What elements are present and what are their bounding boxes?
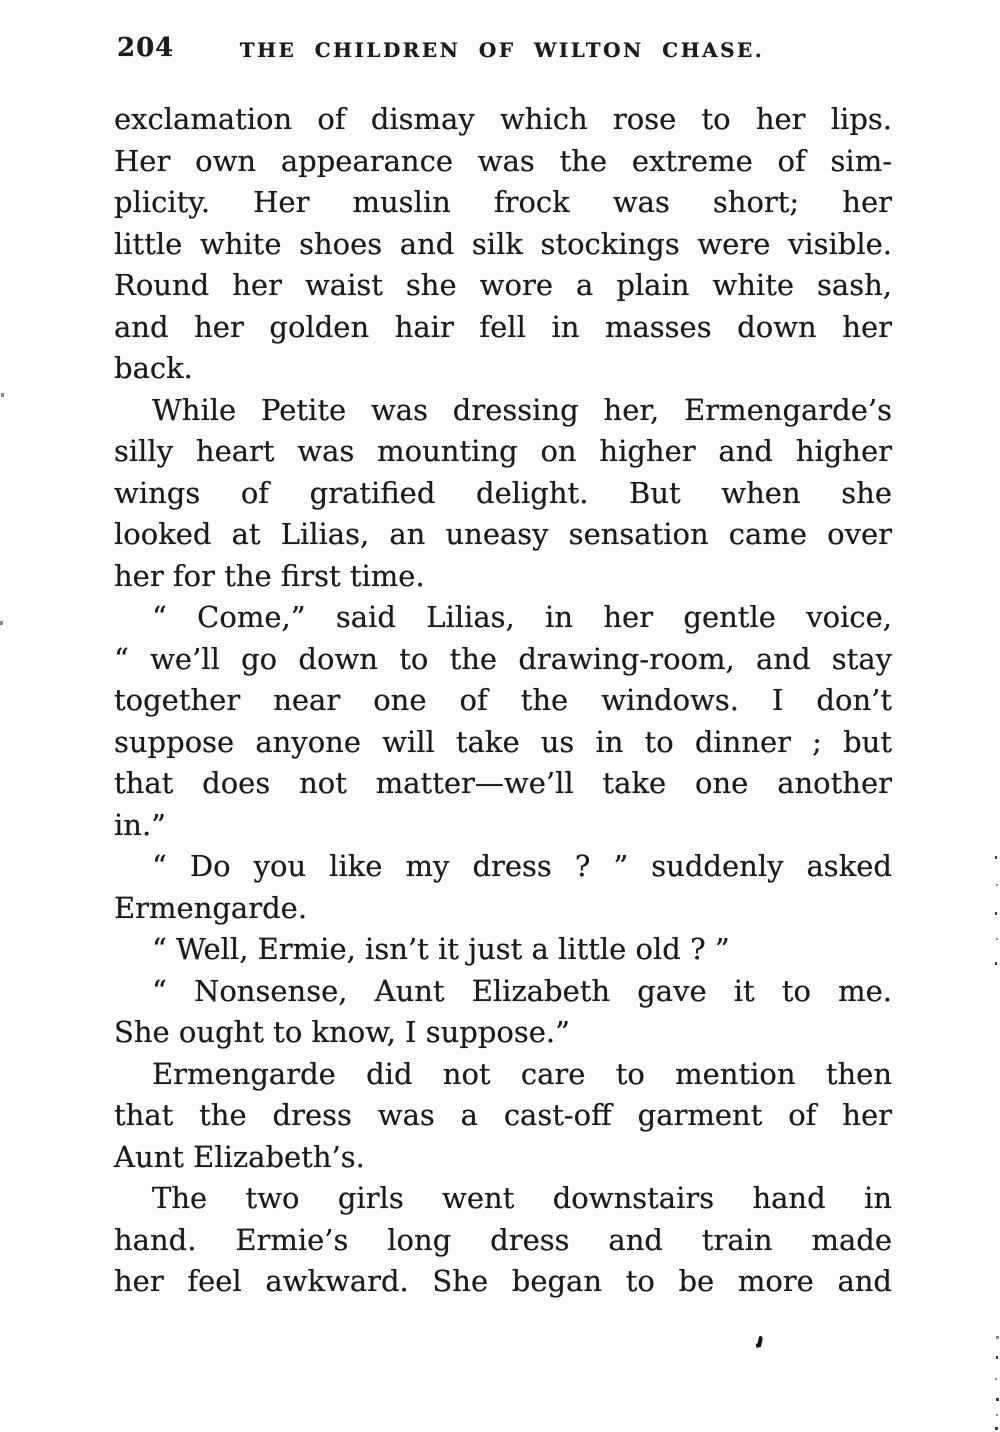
text-line: “ Come,” said Lilias, in her gentle voice, (152, 600, 892, 634)
text-line: her for the first time. (114, 558, 425, 593)
text-line: in.” (114, 807, 166, 842)
ink-speck (0, 621, 3, 625)
ink-speck (995, 962, 997, 965)
text-line: Ermengarde. (114, 890, 308, 925)
text-line: “ we’ll go down to the drawing-room, and stay (114, 641, 892, 676)
text-line: Her own appearance was the extreme of sim- (114, 143, 892, 178)
text-line: plicity. Her muslin frock was short; her (114, 185, 892, 219)
text-line: looked at Lilias, an uneasy sensation came over (114, 517, 892, 551)
ink-speck (995, 912, 997, 915)
text-line: While Petite was dressing her, Ermengarde’s (152, 392, 892, 427)
text-line: The two girls went downstairs hand in (152, 1181, 892, 1215)
text-line: that does not matter—we’ll take one another (114, 766, 892, 800)
text-line: exclamation of dismay which rose to her lips. (114, 102, 892, 136)
text-line: “ Well, Ermie, isn’t it just a little old ? ” (152, 932, 730, 966)
ink-speck (996, 1414, 998, 1416)
ink-speck (996, 1336, 999, 1339)
text-line: hand. Ermie’s long dress and train made (114, 1222, 892, 1257)
ink-mark (757, 1336, 763, 1348)
ink-speck (996, 1356, 998, 1359)
ink-speck (1, 393, 4, 397)
text-line: her feel awkward. She began to be more and (114, 1264, 892, 1298)
text-line: Round her waist she wore a plain white sash, (114, 268, 892, 302)
text-line: silly heart was mounting on higher and higher (114, 434, 892, 468)
text-line: suppose anyone will take us in to dinner ; but (114, 724, 892, 759)
text-line: Ermengarde did not care to mention then (152, 1056, 892, 1091)
text-line: Aunt Elizabeth’s. (114, 1139, 365, 1174)
ink-speck (995, 856, 997, 859)
text-line: She ought to know, I suppose.” (114, 1015, 570, 1049)
text-line: “ Do you like my dress ? ” suddenly asked (152, 849, 892, 883)
text-line: and her golden hair fell in masses down her (114, 309, 892, 344)
ink-speck (996, 938, 998, 940)
page-number: 204 (117, 33, 175, 63)
text-line: “ Nonsense, Aunt Elizabeth gave it to me. (152, 973, 892, 1008)
text-line: wings of gratified delight. But when she (114, 475, 892, 510)
ink-speck (995, 1378, 997, 1380)
text-block (114, 99, 892, 1303)
text-line: little white shoes and silk stockings were visible. (114, 226, 892, 261)
text-line: back. (114, 351, 193, 385)
text-line: together near one of the windows. I don’t (114, 683, 892, 717)
text-line: that the dress was a cast-off garment of her (114, 1098, 892, 1132)
ink-speck (996, 884, 998, 886)
ink-speck (995, 1427, 998, 1430)
page-header (112, 31, 892, 67)
ink-speck (996, 1398, 999, 1401)
running-title: THE CHILDREN OF WILTON CHASE. (239, 38, 765, 62)
